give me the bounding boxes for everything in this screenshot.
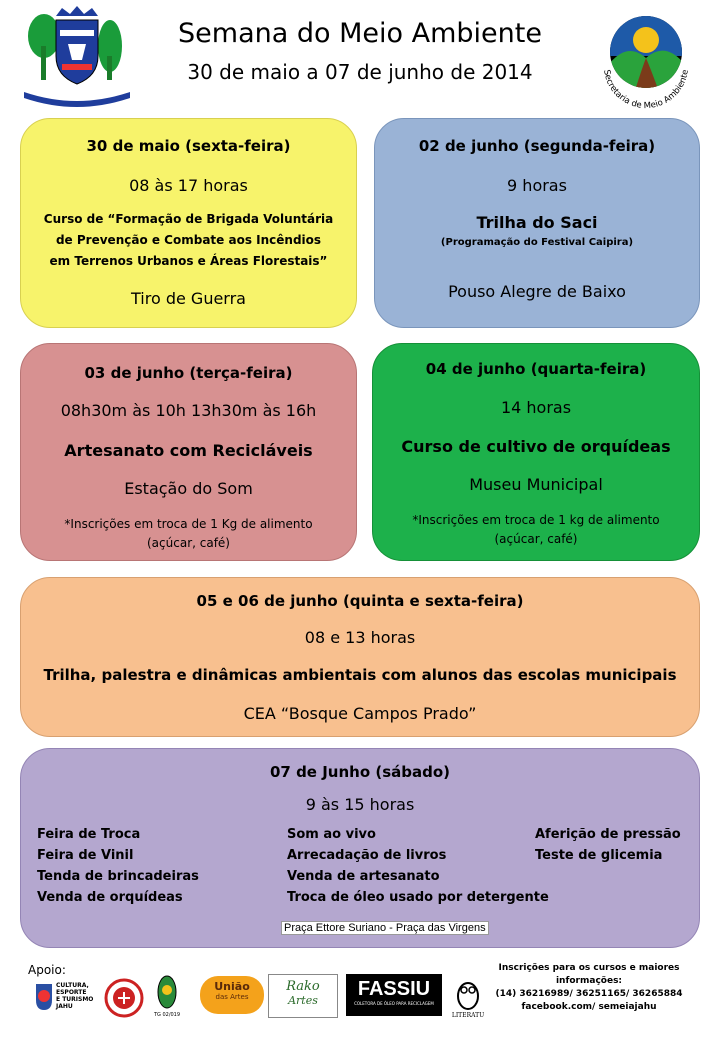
- fassiu-sub-text: COLETORA DE ÓLEO PARA RECICLAGEM: [354, 1001, 434, 1006]
- cultura-text: E TURISMO: [56, 996, 94, 1003]
- event-date: 05 e 06 de junho (quinta e sexta-feira): [196, 592, 524, 610]
- rako-sub-text: Artes: [288, 994, 318, 1007]
- uniao-text: União: [214, 980, 250, 993]
- tiro-de-guerra-logo: [150, 972, 184, 1022]
- event-card-jun-02: [374, 118, 700, 328]
- event-date: 30 de maio (sexta-feira): [86, 137, 291, 155]
- event-card-jun-05-06: [20, 577, 700, 737]
- activity-column-1: [37, 824, 199, 908]
- event-time: 08 às 17 horas: [129, 176, 248, 195]
- activity-item: Venda de orquídeas: [37, 890, 183, 905]
- event-activity: Trilha do Saci: [476, 213, 598, 232]
- event-date: 04 de junho (quarta-feira): [425, 360, 647, 378]
- event-date: 03 de junho (terça-feira): [84, 364, 293, 382]
- uniao-sub-text: das Artes: [215, 993, 249, 1001]
- activity-item: Venda de artesanato: [287, 869, 440, 884]
- page-subtitle: 30 de maio a 07 de junho de 2014: [187, 60, 533, 84]
- event-date: 02 de junho (segunda-feira): [418, 137, 656, 155]
- event-time: 9 às 15 horas: [305, 795, 415, 814]
- seal-banner-text: IBIRA • RE • 1827: [48, 90, 108, 97]
- fassiu-text: FASSIU: [357, 978, 431, 1000]
- event-date: 07 de Junho (sábado): [269, 763, 451, 781]
- cultura-text: JAHU: [56, 1003, 73, 1010]
- event-activity: Curso de cultivo de orquídeas: [401, 437, 671, 456]
- event-note: (açúcar, café): [494, 532, 578, 546]
- event-note: *Inscrições em troca de 1 Kg de alimento: [64, 517, 313, 531]
- activity-item: Aferição de pressão: [535, 827, 681, 842]
- rako-text: Rako: [286, 979, 320, 994]
- contact-line: Inscrições para os cursos e maiores informações:: [498, 963, 680, 986]
- uniao-das-artes-logo: [200, 976, 264, 1014]
- event-time: 14 horas: [500, 398, 572, 417]
- contact-phone: (14) 36216989/ 36251165/ 36265884: [495, 989, 683, 999]
- activity-item: Arrecadação de livros: [287, 848, 447, 863]
- rako-artes-logo: [268, 974, 338, 1018]
- event-place: Estação do Som: [124, 479, 253, 498]
- event-activity-note: (Programação do Festival Caipira): [440, 237, 634, 248]
- event-time: 9 horas: [507, 176, 567, 195]
- event-place: Praça Ettore Suriano - Praça das Virgens: [281, 921, 489, 935]
- activity-item: Som ao vivo: [287, 827, 376, 842]
- apoio-label: Apoio:: [28, 963, 66, 977]
- event-place: CEA “Bosque Campos Prado”: [243, 704, 477, 723]
- event-activity: Trilha, palestra e dinâmicas ambientais com alunos das escolas municipais: [43, 666, 677, 684]
- city-coat-of-arms: [18, 6, 136, 110]
- event-activity-line: Curso de “Formação de Brigada Voluntária: [43, 212, 334, 226]
- activity-column-3: [535, 824, 681, 866]
- event-card-jun-03: [20, 343, 357, 561]
- event-card-may-30: [20, 118, 357, 328]
- activity-column-2: [287, 824, 549, 908]
- event-place: Museu Municipal: [469, 475, 603, 494]
- secretaria-text: Secretaria de Meio Ambiente: [601, 68, 691, 110]
- contact-info: [478, 962, 700, 1014]
- fassiu-logo: [346, 974, 442, 1016]
- cultura-text: ESPORTE: [56, 989, 87, 996]
- event-activity-line: em Terrenos Urbanos e Áreas Florestais”: [49, 254, 328, 268]
- event-activity-line: de Prevenção e Combate aos Incêndios: [55, 233, 322, 247]
- event-card-jun-07: [20, 748, 700, 948]
- activity-item: Troca de óleo usado por detergente: [287, 890, 549, 905]
- event-time: 08h30m às 10h 13h30m às 16h: [60, 401, 317, 420]
- event-note: (açúcar, café): [147, 536, 230, 550]
- event-time: 08 e 13 horas: [304, 628, 416, 647]
- secretaria-logo: [596, 10, 696, 110]
- literatu-text: LITERATU: [451, 1012, 485, 1019]
- activity-item: Teste de glicemia: [535, 848, 663, 863]
- activity-item: Feira de Vinil: [37, 848, 134, 863]
- activity-item: Tenda de brincadeiras: [37, 869, 199, 884]
- event-note: *Inscrições em troca de 1 kg de alimento: [412, 513, 660, 527]
- activity-item: Feira de Troca: [37, 827, 141, 842]
- fire-brigade-logo: [104, 978, 144, 1018]
- tg-text: TG 02/019: [153, 1012, 181, 1018]
- event-activity: Artesanato com Recicláveis: [64, 441, 313, 460]
- page-title: Semana do Meio Ambiente: [178, 18, 542, 49]
- event-card-jun-04: [372, 343, 700, 561]
- cultura-logo: [34, 980, 94, 1016]
- contact-facebook: facebook.com/ semeiajahu: [521, 1002, 657, 1012]
- event-place: Tiro de Guerra: [131, 289, 246, 308]
- event-place: Pouso Alegre de Baixo: [448, 282, 626, 301]
- cultura-text: CULTURA,: [56, 982, 89, 989]
